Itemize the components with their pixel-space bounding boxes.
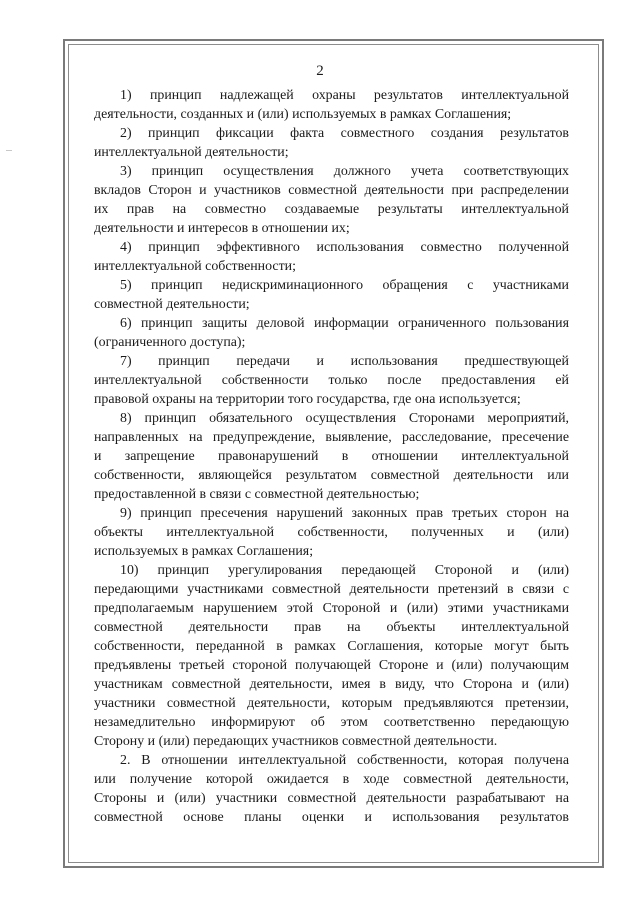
text-line: собственности, переданной в рамках Соглашения, которые могут быть	[94, 639, 569, 654]
text-line: деятельности и интересов в отношении их;	[94, 221, 350, 236]
text-line: 3) принцип осуществления должного учета соответствующих	[120, 164, 569, 179]
text-line: используемых в рамках Соглашения;	[94, 544, 314, 559]
text-line: 4) принцип эффективного использования совместно полученной	[120, 240, 569, 255]
text-line: 5) принцип недискриминационного обращения с участниками	[120, 278, 569, 293]
text-line: совместной деятельности прав на объекты интеллектуальной	[94, 620, 569, 635]
text-line: направленных на предупреждение, выявление, расследование, пресечение	[94, 430, 569, 445]
text-line: 2) принцип фиксации факта совместного создания результатов	[120, 126, 569, 141]
text-line: 10) принцип урегулирования передающей Стороной и (или)	[120, 563, 569, 578]
list-item-8	[94, 409, 569, 504]
text-line: (ограниченного доступа);	[94, 335, 246, 350]
list-item-7	[94, 352, 569, 409]
text-line: совместной деятельности;	[94, 297, 250, 312]
page-number: 2	[316, 63, 324, 79]
list-item-10	[94, 561, 569, 751]
text-line: объекты интеллектуальной собственности, полученных и (или)	[94, 525, 569, 540]
text-line: Стороны и (или) участники совместной деятельности разрабатывают на	[94, 791, 569, 806]
list-item-2	[94, 124, 569, 162]
text-line: интеллектуальной собственности;	[94, 259, 296, 274]
text-line: 8) принцип обязательного осуществления Сторонами мероприятий,	[120, 411, 569, 426]
text-line: участникам совместной деятельности, имея в виду, что Сторона и (или)	[94, 677, 569, 692]
list-item-4	[94, 238, 569, 276]
list-item-3	[94, 162, 569, 238]
list-item-5	[94, 276, 569, 314]
text-line: 1) принцип надлежащей охраны результатов интеллектуальной	[120, 88, 569, 103]
text-line: незамедлительно информируют об этом соответственно передающую	[94, 715, 569, 730]
text-line: предоставленной в связи с совместной деятельностью;	[94, 487, 420, 502]
text-line: деятельности, созданных и (или) используемых в рамках Соглашения;	[94, 107, 512, 122]
list-item-1	[94, 86, 569, 124]
text-line: или получение которой ожидается в ходе совместной деятельности,	[94, 772, 569, 787]
text-line: 9) принцип пресечения нарушений законных прав третьих сторон на	[120, 506, 569, 521]
text-line: вкладов Сторон и участников совместной деятельности при распределении	[94, 183, 569, 198]
text-line: совместной основе планы оценки и использования результатов	[94, 810, 569, 825]
list-item-6	[94, 314, 569, 352]
text-line: участники совместной деятельности, которым предъявляются претензии,	[94, 696, 569, 711]
list-item-9	[94, 504, 569, 561]
scan-mark	[6, 150, 12, 151]
text-line: предполагаемым нарушением этой Стороной и (или) этими участниками	[94, 601, 569, 616]
text-line: 7) принцип передачи и использования предшествующей	[120, 354, 569, 369]
text-line: правовой охраны на территории того государства, где она используется;	[94, 392, 521, 407]
section-2-paragraph	[94, 751, 569, 827]
text-line: Сторону и (или) передающих участников совместной деятельности.	[94, 734, 498, 749]
text-line: собственности, являющейся результатом совместной деятельности или	[94, 468, 569, 483]
text-line: передающими участниками совместной деятельности претензий в связи с	[94, 582, 569, 597]
text-line: интеллектуальной собственности только после предоставления ей	[94, 373, 569, 388]
text-line: 6) принцип защиты деловой информации ограниченного пользования	[120, 316, 569, 331]
text-line: 2. В отношении интеллектуальной собственности, которая получена	[120, 753, 569, 768]
text-line: интеллектуальной деятельности;	[94, 145, 289, 160]
text-line: и запрещение правонарушений в отношении интеллектуальной	[94, 449, 569, 464]
document-body	[94, 86, 569, 827]
text-line: их прав на совместно создаваемые результаты интеллектуальной	[94, 202, 569, 217]
text-line: предъявлены третьей стороной получающей Стороне и (или) получающим	[94, 658, 569, 673]
